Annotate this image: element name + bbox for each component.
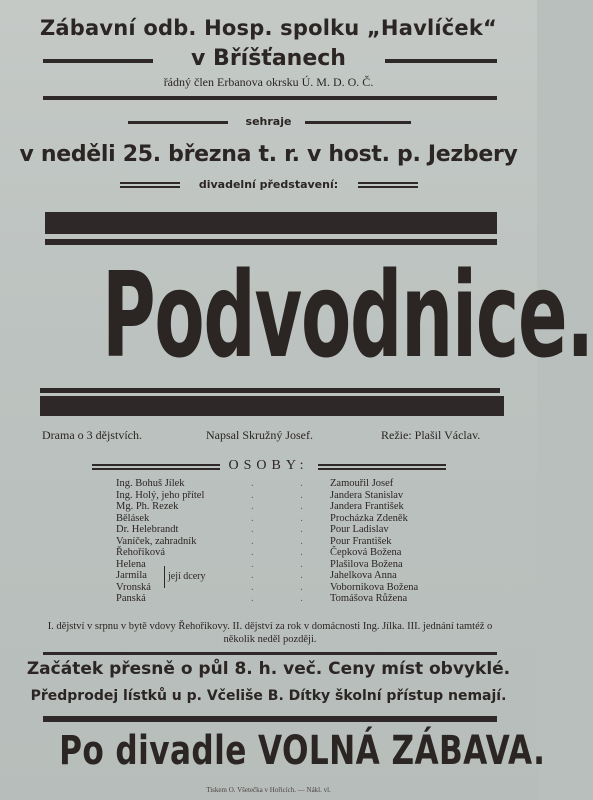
- cast-role: Mg. Ph. Rezek: [116, 501, 179, 512]
- village-heading: v Bříšťanech: [191, 46, 346, 71]
- cast-role: Helena: [116, 558, 146, 570]
- cast-row: [116, 501, 436, 513]
- cast-row: [116, 547, 436, 559]
- cast-leader-dots: . .: [251, 478, 325, 489]
- cast-role: Řehořiková: [116, 547, 165, 558]
- divider-right: [358, 182, 418, 184]
- cast-actor: Plašilova Božena: [330, 558, 403, 570]
- cast-role: Ing. Holý, jeho přítel: [116, 489, 205, 501]
- divider-right: [358, 186, 418, 188]
- cast-row: [116, 524, 436, 536]
- divider-right: [318, 464, 446, 466]
- date-venue-line: v neděli 25. března t. r. v host. p. Jezbery: [19, 142, 518, 167]
- daughters-note: její dcery: [168, 571, 206, 582]
- cast-leader-dots: . .: [251, 547, 325, 558]
- cast-leader-dots: . .: [251, 558, 325, 570]
- start-time-line: Začátek přesně o půl 8. h. več. Ceny míst obvyklé.: [26, 659, 511, 679]
- cast-actor: Pour Ladislav: [330, 524, 389, 535]
- cast-row: [116, 513, 436, 525]
- director-label: Režie: Plašil Václav.: [381, 428, 481, 442]
- cast-actor: Vobornikova Božena: [330, 581, 419, 593]
- cast-row: [116, 593, 436, 605]
- genre-label: Drama o 3 dějstvích.: [42, 428, 142, 442]
- cast-row: [116, 536, 436, 548]
- cast-row: [116, 478, 436, 490]
- divider: [43, 652, 497, 655]
- organization-heading: Zábavní odb. Hosp. spolku „Havlíček“: [39, 16, 498, 40]
- cast-role: Bělásek: [116, 512, 150, 524]
- divider-right: [318, 468, 446, 470]
- presale-line: Předprodej lístků u p. Včeliše B. Dítky školní přístup nemají.: [30, 688, 507, 704]
- cast-leader-dots: . .: [251, 512, 325, 524]
- cast-row: [116, 490, 436, 502]
- play-title: Podvodnice.: [102, 246, 593, 384]
- acts-description: I. dějství v srpnu v bytě vdovy Řehořikovy. II. dějství za rok v domácnosti Ing. Jílka. III. jednání tamtéž o několik neděl později.: [47, 621, 493, 645]
- cast-leader-dots: . .: [251, 581, 325, 593]
- cast-actor: Procházka Zdeněk: [330, 512, 408, 524]
- divider: [43, 716, 497, 722]
- cast-role: Dr. Helebrandt: [116, 524, 179, 535]
- cast-actor: Pour František: [330, 535, 392, 547]
- cast-actor: Jahelkova Anna: [330, 570, 397, 581]
- cast-leader-dots: . .: [251, 524, 325, 535]
- cast-leader-dots: . .: [251, 501, 325, 512]
- performance-label: divadelní představení:: [198, 178, 339, 191]
- divider-right: [305, 121, 411, 124]
- cast-role: Ing. Bohuš Jílek: [116, 478, 185, 489]
- title-bottom-band: [40, 388, 500, 393]
- cast-leader-dots: . .: [251, 570, 325, 581]
- membership-line: řádný člen Erbanova okrsku Ú. M. D. O. Č.: [163, 75, 374, 89]
- cast-role: Panská: [116, 593, 146, 604]
- after-party-line: Po divadle VOLNÁ ZÁBAVA.: [59, 728, 546, 774]
- printer-imprint: Tiskem O. Všetečka v Hořicích. — Nákl. vl.: [206, 786, 331, 794]
- cast-role: Vaníček, zahradník: [116, 535, 197, 547]
- cast-leader-dots: . .: [251, 535, 325, 547]
- cast-role: Vronská: [116, 581, 151, 593]
- daughters-bracket: [164, 566, 165, 588]
- divider-right: [385, 59, 497, 63]
- cast-actor: Jandera Stanislav: [330, 489, 404, 501]
- cast-actor: Čepková Božena: [330, 547, 402, 558]
- cast-actor: Jandera František: [330, 501, 404, 512]
- cast-role: Jarmila: [116, 570, 147, 581]
- plays-label: sehraje: [245, 115, 292, 128]
- title-bottom-band: [40, 396, 504, 416]
- cast-actor: Zamouřil Josef: [330, 478, 394, 489]
- cast-heading: OSOBY:: [228, 458, 309, 473]
- cast-leader-dots: . .: [251, 489, 325, 501]
- author-label: Napsal Skružný Josef.: [206, 428, 313, 442]
- cast-actor: Tomášova Růžena: [330, 593, 408, 604]
- divider: [43, 96, 497, 100]
- cast-leader-dots: . .: [251, 593, 325, 604]
- title-top-band: [45, 212, 497, 234]
